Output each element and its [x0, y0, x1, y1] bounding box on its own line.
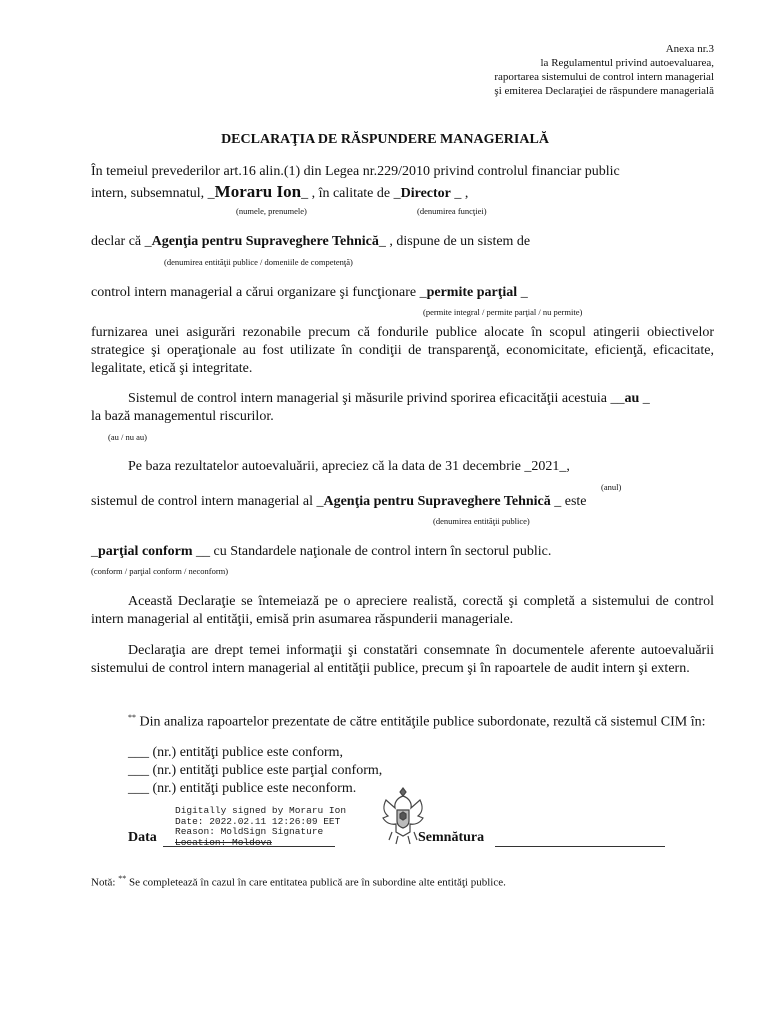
paragraph-subordinate — [91, 709, 714, 732]
footnote-mark: ** — [128, 713, 136, 722]
declare-line — [91, 234, 530, 250]
paragraph-realistic: Această Declaraţie se întemeiază pe o apreciere realistă, corectă şi completă a sistemului de control intern managerial al entităţii, emisă prin asumarea răspunderii manageriale. — [91, 594, 714, 627]
digital-signature-line: Reason: MoldSign Signature — [175, 826, 324, 837]
risk-suffix: _ — [639, 391, 650, 406]
paragraph-assurance: furnizarea unei asigurări rezonabile precum că fondurile publice alocate în scopul atingerii obiectivelor strategice şi operaţionale au fost utilizate în condiţii de transparenţă, economicitate, eficienţă, eficacitate, legalitate, etică şi integritate. — [91, 325, 714, 376]
digital-signature-block — [175, 806, 346, 848]
date-line — [163, 846, 335, 847]
conformity-suffix: __ cu Standardele naţionale de control intern în sectorul public. — [192, 544, 552, 559]
risk-prefix: Sistemul de control intern managerial şi măsurile privind sporirea eficacităţii acestuia __ — [128, 391, 625, 406]
system-entity: Agenţia pentru Supraveghere Tehnică — [323, 494, 551, 509]
digital-signature-line: Location: Moldova — [175, 836, 272, 848]
signatory-function: Director — [400, 186, 451, 201]
annex-line: Anexa nr.3 — [665, 43, 714, 55]
annex-header — [494, 42, 714, 98]
declare-prefix: declar că _ — [91, 234, 152, 249]
signatory-name: Moraru Ion — [214, 182, 302, 201]
control-suffix: _ — [517, 285, 528, 300]
control-value: permite parţial — [426, 285, 518, 300]
subordinate-item: ___ (nr.) entităţi publice este parţial conform, — [128, 763, 383, 778]
subordinate-item: ___ (nr.) entităţi publice este neconform. — [128, 781, 357, 796]
risk-line-2: la bază managementul riscurilor. — [91, 409, 274, 424]
hint-name: (numele, prenumele) — [236, 206, 307, 216]
paragraph-basis: Declaraţia are drept temei informaţii şi constatări consemnate în documentele aferente autoevaluării sistemului de control intern managerial al entităţii publice, precum şi în rapoartele de audit intern şi extern. — [91, 643, 714, 676]
conformity-value: parţial conform — [98, 544, 193, 559]
intro-suffix: _ , — [450, 186, 469, 201]
digital-signature-line: Digitally signed by Moraru Ion — [175, 805, 347, 816]
self-eval-line: Pe baza rezultatelor autoevaluării, apreciez că la data de 31 decembrie _2021_, — [128, 459, 570, 474]
hint-year: (anul) — [601, 482, 622, 492]
hint-conformity: (conform / parţial conform / neconform) — [91, 566, 229, 576]
system-prefix: sistemul de control intern managerial al _ — [91, 494, 324, 509]
conformity-line — [91, 544, 551, 560]
annex-line: şi emiterea Declaraţiei de răspundere managerială — [494, 85, 714, 97]
hint-function: (denumirea funcţiei) — [417, 206, 487, 216]
hint-system-entity: (denumirea entităţii publice) — [433, 516, 530, 526]
subordinate-item: ___ (nr.) entităţi publice este conform, — [128, 745, 343, 760]
hint-risk: (au / nu au) — [108, 432, 147, 442]
risk-line-1 — [128, 391, 650, 407]
conformity-prefix: _ — [91, 544, 98, 559]
declare-entity: Agenţia pentru Supraveghere Tehnică — [151, 234, 379, 249]
hint-entity: (denumirea entităţii publice / domeniile de competenţă) — [164, 257, 353, 267]
system-line — [91, 494, 587, 510]
signature-label: Semnătura — [418, 830, 485, 845]
annex-line: la Regulamentul privind autoevaluarea, — [540, 57, 714, 69]
intro-mid: _ , în calitate de _ — [301, 186, 401, 201]
intro-prefix: intern, subsemnatul, _ — [91, 186, 215, 201]
intro-line-2 — [91, 182, 468, 202]
digital-signature-line: Date: 2022.02.11 12:26:09 EET — [175, 815, 341, 827]
signature-line — [495, 846, 665, 847]
control-line — [91, 285, 528, 301]
document-title: DECLARAŢIA DE RĂSPUNDERE MANAGERIALĂ — [221, 132, 549, 147]
risk-value: au — [624, 391, 640, 406]
hint-control: (permite integral / permite parţial / nu permite) — [423, 307, 583, 317]
footnote-label: Notă: — [91, 876, 116, 889]
footnote-text: Se completează în cazul în care entitatea publică are în subordine alte entităţi publice. — [126, 876, 506, 889]
footnote — [91, 874, 506, 889]
annex-line: raportarea sistemului de control intern managerial — [494, 71, 714, 83]
footnote-mark: ** — [118, 874, 127, 883]
intro-line-1: În temeiul prevederilor art.16 alin.(1) din Legea nr.229/2010 privind controlul financiar public — [91, 164, 620, 179]
control-prefix: control intern managerial a cărui organizare şi funcţionare _ — [91, 285, 427, 300]
declare-suffix: _ , dispune de un sistem de — [378, 234, 531, 249]
date-label: Data — [128, 830, 157, 845]
system-suffix: _ este — [550, 494, 587, 509]
subordinate-text: Din analiza rapoartelor prezentate de către entităţile publice subordonate, rezultă că sistemul CIM în: — [136, 714, 706, 730]
